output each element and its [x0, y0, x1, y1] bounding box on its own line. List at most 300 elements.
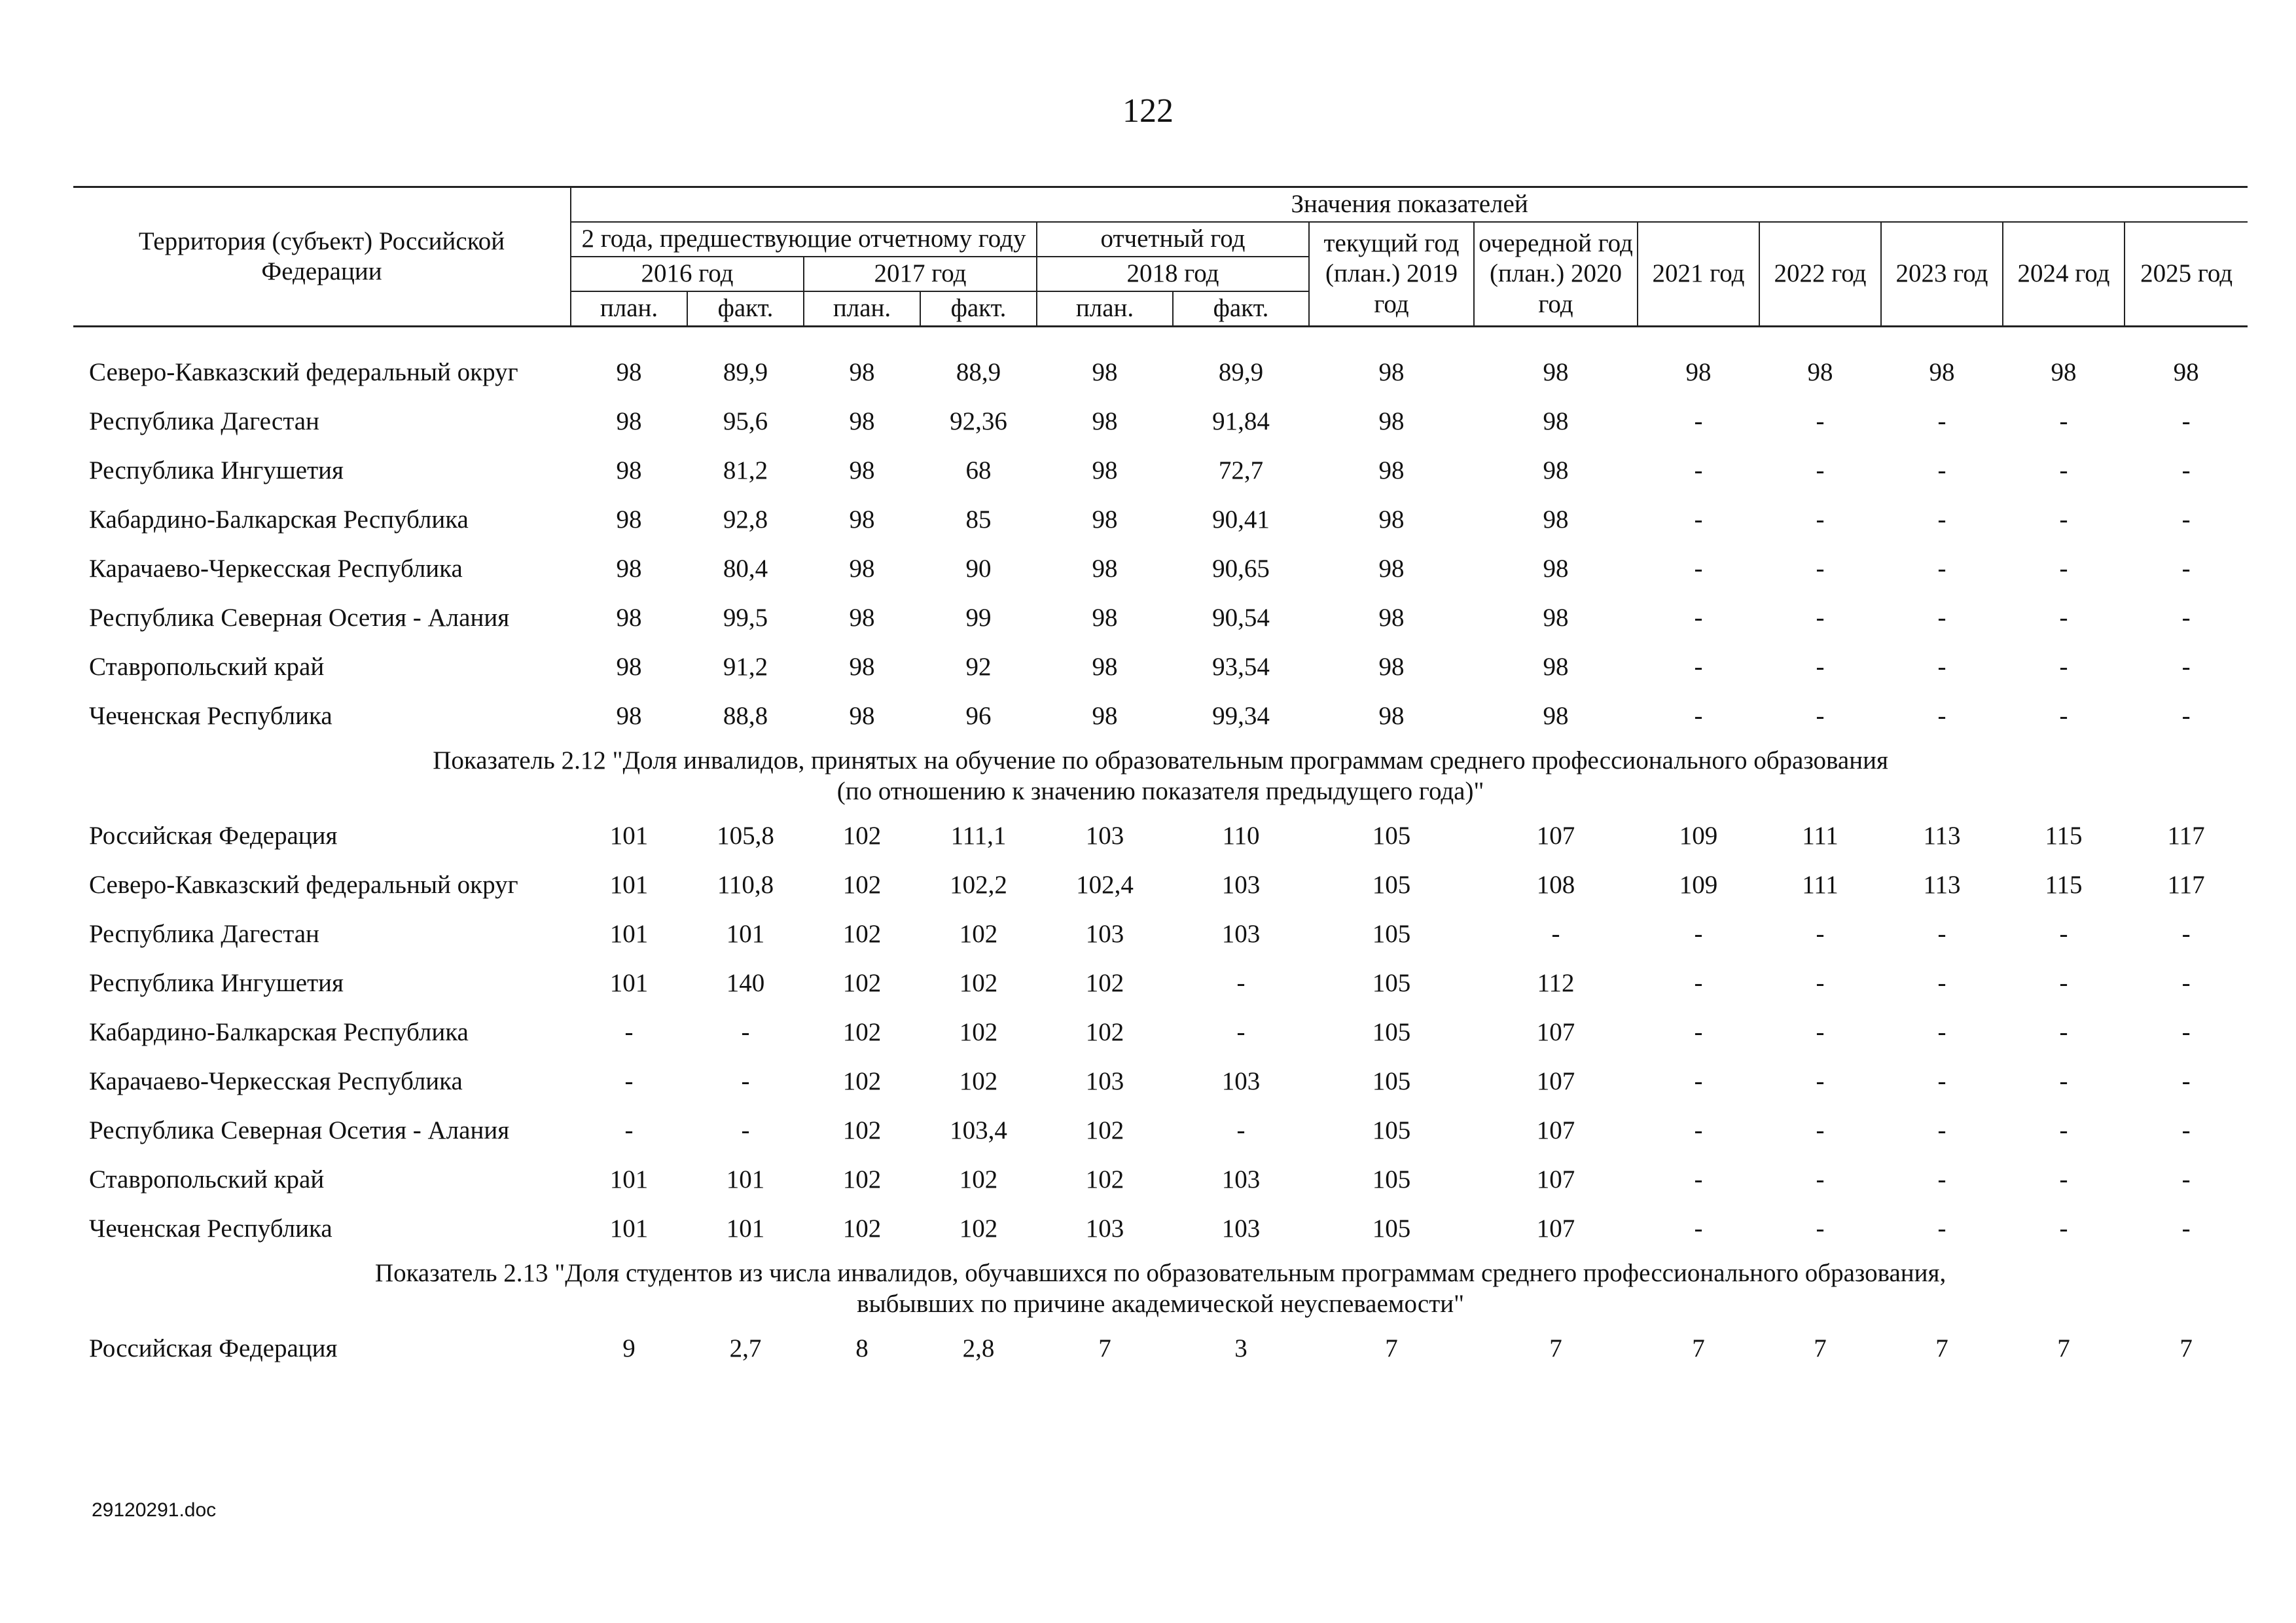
value-cell: 105 [1372, 1067, 1411, 1096]
value-cell: 103 [1085, 822, 1124, 850]
value-cell: 102 [1085, 969, 1124, 998]
indicator-caption-2-13 [73, 1254, 2248, 1324]
value-cell: - [1816, 653, 1825, 682]
value-cell: - [1694, 555, 1703, 583]
value-cell: 101 [726, 920, 765, 949]
value-cell: 102 [842, 1214, 882, 1243]
table-row [73, 447, 2248, 496]
value-cell: 7 [1385, 1334, 1398, 1363]
value-cell: - [1236, 1018, 1246, 1047]
value-cell: 105 [1372, 920, 1411, 949]
value-cell: 108 [1536, 871, 1575, 900]
table-row [73, 643, 2248, 692]
value-cell: 105 [1372, 1214, 1411, 1243]
value-cell: 98 [1092, 407, 1118, 436]
value-cell: 98 [849, 604, 875, 632]
territory-name: Кабардино-Балкарская Республика [89, 1018, 469, 1047]
value-cell: 98 [2173, 358, 2199, 387]
value-cell: 72,7 [1218, 456, 1264, 485]
value-cell: 98 [1378, 505, 1405, 534]
value-cell: 115 [2045, 822, 2083, 850]
value-cell: 107 [1536, 1165, 1575, 1194]
territory-name: Кабардино-Балкарская Республика [89, 505, 469, 534]
table-row [73, 1324, 2248, 1374]
value-cell: 98 [1378, 555, 1405, 583]
table-row [73, 1156, 2248, 1205]
value-cell: - [1694, 456, 1703, 485]
value-cell: 9 [622, 1334, 636, 1363]
value-cell: 103 [1085, 1214, 1124, 1243]
value-cell: 98 [2051, 358, 2077, 387]
table-row [73, 397, 2248, 447]
value-cell: 91,2 [723, 653, 768, 682]
value-cell: - [1937, 505, 1946, 534]
value-cell: - [1937, 1116, 1946, 1145]
value-cell: 102 [842, 969, 882, 998]
value-cell: 98 [1543, 702, 1569, 731]
value-cell: 96 [965, 702, 992, 731]
value-cell: 102 [959, 969, 998, 998]
document-code: 29120291.doc [92, 1499, 217, 1521]
territory-name: Ставропольский край [89, 1165, 325, 1194]
table-row [73, 1057, 2248, 1106]
value-cell: - [741, 1018, 750, 1047]
value-cell: - [1937, 555, 1946, 583]
value-cell: - [1551, 920, 1560, 949]
value-cell: 81,2 [723, 456, 768, 485]
value-cell: 101 [609, 822, 649, 850]
value-cell: 107 [1536, 822, 1575, 850]
value-cell: 7 [2057, 1334, 2070, 1363]
value-cell: 89,9 [723, 358, 768, 387]
table-row [73, 910, 2248, 959]
value-cell: 98 [1378, 653, 1405, 682]
header-plan-2018: план. [1037, 291, 1173, 327]
value-cell: - [1694, 1165, 1703, 1194]
value-cell: - [1694, 1116, 1703, 1145]
value-cell: 98 [1543, 555, 1569, 583]
value-cell: 2,8 [962, 1334, 995, 1363]
table-row [73, 545, 2248, 594]
value-cell: 111 [1802, 822, 1839, 850]
value-cell: 98 [616, 604, 642, 632]
value-cell: - [1694, 1214, 1703, 1243]
value-cell: 101 [609, 1214, 649, 1243]
value-cell: - [1816, 1116, 1825, 1145]
header-fact-2016: факт. [687, 291, 804, 327]
territory-name: Карачаево-Черкесская Республика [89, 1067, 463, 1096]
value-cell: 102 [1085, 1165, 1124, 1194]
value-cell: 92,36 [950, 407, 1007, 436]
value-cell: - [2181, 456, 2191, 485]
value-cell: 102 [959, 1018, 998, 1047]
value-cell: - [1694, 653, 1703, 682]
value-cell: - [1937, 702, 1946, 731]
value-cell: 98 [1378, 702, 1405, 731]
territory-name: Российская Федерация [89, 822, 338, 850]
value-cell: 105,8 [717, 822, 774, 850]
table-row [73, 1008, 2248, 1057]
value-cell: 98 [849, 702, 875, 731]
value-cell: 98 [616, 653, 642, 682]
value-cell: 101 [609, 920, 649, 949]
value-cell: 92,8 [723, 505, 768, 534]
value-cell: 98 [616, 505, 642, 534]
value-cell: 98 [616, 702, 642, 731]
value-cell: 102 [959, 1214, 998, 1243]
value-cell: - [1816, 1067, 1825, 1096]
value-cell: 102 [1085, 1116, 1124, 1145]
value-cell: - [1694, 604, 1703, 632]
value-cell: - [1816, 920, 1825, 949]
value-cell: - [1694, 407, 1703, 436]
value-cell: 91,84 [1212, 407, 1270, 436]
territory-name: Карачаево-Черкесская Республика [89, 555, 463, 583]
header-year-2023: 2023 год [1881, 222, 2003, 327]
value-cell: - [2059, 407, 2068, 436]
caption-2-13-line-2: выбывших по причине академической неуспеваемости" [857, 1290, 1465, 1318]
value-cell: - [2059, 1067, 2068, 1096]
value-cell: 7 [1549, 1334, 1562, 1363]
header-values: Значения показателей [571, 187, 2248, 223]
value-cell: 111 [1802, 871, 1839, 900]
value-cell: 90,41 [1212, 505, 1270, 534]
value-cell: 98 [1543, 604, 1569, 632]
value-cell: - [1236, 1116, 1246, 1145]
value-cell: 115 [2045, 871, 2083, 900]
value-cell: - [1937, 604, 1946, 632]
value-cell: - [2059, 604, 2068, 632]
value-cell: 8 [855, 1334, 869, 1363]
value-cell: - [1937, 1165, 1946, 1194]
value-cell: - [741, 1067, 750, 1096]
value-cell: 98 [1378, 407, 1405, 436]
value-cell: 101 [726, 1165, 765, 1194]
value-cell: 85 [965, 505, 992, 534]
value-cell: - [1937, 920, 1946, 949]
caption-2-13-line-1: Показатель 2.13 "Доля студентов из числа инвалидов, обучавшихся по образовательным программам среднего профессионального образования, [374, 1259, 1946, 1288]
value-cell: - [1937, 653, 1946, 682]
value-cell: - [2181, 1165, 2191, 1194]
value-cell: 98 [1685, 358, 1712, 387]
value-cell: - [2181, 920, 2191, 949]
territory-name: Северо-Кавказский федеральный округ [89, 871, 518, 900]
territory-name: Республика Ингушетия [89, 969, 344, 998]
value-cell: 101 [609, 1165, 649, 1194]
value-cell: 90 [965, 555, 992, 583]
value-cell: 102 [959, 920, 998, 949]
header-fact-2017: факт. [920, 291, 1037, 327]
value-cell: - [2181, 1018, 2191, 1047]
value-cell: 80,4 [723, 555, 768, 583]
value-cell: 98 [849, 358, 875, 387]
value-cell: 107 [1536, 1067, 1575, 1096]
section-indicator-2-13 [73, 1324, 2248, 1374]
value-cell: - [1816, 555, 1825, 583]
header-year-2025: 2025 год [2125, 222, 2248, 327]
value-cell: 2,7 [729, 1334, 762, 1363]
value-cell: - [2181, 505, 2191, 534]
territory-name: Ставропольский край [89, 653, 325, 682]
indicator-caption-2-12 [73, 741, 2248, 812]
value-cell: - [2181, 969, 2191, 998]
value-cell: 88,8 [723, 702, 768, 731]
table-row [73, 861, 2248, 910]
header-year-2017: 2017 год [804, 257, 1037, 291]
value-cell: 7 [1692, 1334, 1705, 1363]
table-row [73, 496, 2248, 545]
territory-name: Республика Северная Осетия - Алания [89, 1116, 510, 1145]
value-cell: - [2059, 505, 2068, 534]
value-cell: 88,9 [956, 358, 1001, 387]
value-cell: - [1816, 1214, 1825, 1243]
value-cell: - [2059, 1116, 2068, 1145]
value-cell: 102 [842, 1165, 882, 1194]
indicators-table [73, 186, 2248, 1374]
value-cell: 109 [1679, 822, 1718, 850]
value-cell: - [1937, 1018, 1946, 1047]
header-plan-2017: план. [804, 291, 920, 327]
value-cell: - [2059, 920, 2068, 949]
header-current-year: текущий год (план.) 2019 год [1309, 222, 1474, 327]
value-cell: 98 [849, 456, 875, 485]
value-cell: 102 [842, 920, 882, 949]
value-cell: 98 [1092, 702, 1118, 731]
value-cell: - [2181, 1214, 2191, 1243]
value-cell: - [2181, 1116, 2191, 1145]
value-cell: 98 [616, 358, 642, 387]
value-cell: 110,8 [717, 871, 774, 900]
value-cell: 98 [1092, 456, 1118, 485]
value-cell: 93,54 [1212, 653, 1270, 682]
table-row [73, 348, 2248, 397]
header-year-2022: 2022 год [1759, 222, 1881, 327]
header-two-years: 2 года, предшествующие отчетному году [571, 222, 1037, 257]
value-cell: - [1937, 407, 1946, 436]
value-cell: 102 [842, 871, 882, 900]
value-cell: 102 [1085, 1018, 1124, 1047]
value-cell: 98 [1929, 358, 1955, 387]
value-cell: 7 [1935, 1334, 1948, 1363]
table-body [73, 327, 2248, 349]
value-cell: 99,5 [723, 604, 768, 632]
header-fact-2018: факт. [1173, 291, 1309, 327]
value-cell: 98 [1543, 653, 1569, 682]
value-cell: 117 [2167, 871, 2205, 900]
value-cell: - [624, 1116, 634, 1145]
value-cell: - [1937, 969, 1946, 998]
value-cell: - [1816, 969, 1825, 998]
value-cell: 98 [1543, 505, 1569, 534]
value-cell: 103 [1085, 920, 1124, 949]
value-cell: - [2181, 555, 2191, 583]
value-cell: - [1694, 969, 1703, 998]
value-cell: 102 [842, 1067, 882, 1096]
value-cell: 98 [616, 456, 642, 485]
value-cell: 101 [609, 969, 649, 998]
value-cell: 101 [609, 871, 649, 900]
territory-name: Республика Ингушетия [89, 456, 344, 485]
value-cell: - [1694, 505, 1703, 534]
value-cell: 98 [1092, 653, 1118, 682]
value-cell: 102,4 [1076, 871, 1134, 900]
table-row [73, 812, 2248, 861]
value-cell: 98 [1543, 407, 1569, 436]
value-cell: 7 [1098, 1334, 1111, 1363]
value-cell: 95,6 [723, 407, 768, 436]
value-cell: - [2181, 702, 2191, 731]
value-cell: 99 [965, 604, 992, 632]
value-cell: 110 [1222, 822, 1260, 850]
value-cell: 112 [1537, 969, 1575, 998]
header-year-2024: 2024 год [2003, 222, 2125, 327]
value-cell: 68 [965, 456, 992, 485]
value-cell: 92 [965, 653, 992, 682]
value-cell: - [2059, 456, 2068, 485]
value-cell: 98 [616, 407, 642, 436]
caption-2-12-line-1: Показатель 2.12 "Доля инвалидов, принятых на обучение по образовательным программам среднего профессионального образования [433, 746, 1888, 775]
value-cell: - [1816, 505, 1825, 534]
page-number: 122 [1122, 92, 1174, 130]
value-cell: 117 [2167, 822, 2205, 850]
value-cell: 98 [849, 653, 875, 682]
value-cell: - [2181, 407, 2191, 436]
table-row [73, 959, 2248, 1008]
value-cell: 98 [1378, 604, 1405, 632]
section-indicator-2-12 [73, 812, 2248, 1254]
value-cell: - [2181, 653, 2191, 682]
value-cell: 113 [1923, 871, 1961, 900]
value-cell: - [2059, 1018, 2068, 1047]
value-cell: 98 [1378, 456, 1405, 485]
value-cell: 107 [1536, 1116, 1575, 1145]
value-cell: - [1694, 702, 1703, 731]
value-cell: 111,1 [950, 822, 1007, 850]
value-cell: 105 [1372, 1165, 1411, 1194]
territory-name: Чеченская Республика [89, 1214, 332, 1243]
value-cell: - [1816, 407, 1825, 436]
value-cell: - [1816, 1018, 1825, 1047]
value-cell: 98 [1807, 358, 1833, 387]
value-cell: 113 [1923, 822, 1961, 850]
value-cell: 140 [726, 969, 765, 998]
value-cell: 102 [842, 822, 882, 850]
value-cell: 103 [1221, 1067, 1261, 1096]
value-cell: - [2059, 653, 2068, 682]
table-row [73, 1106, 2248, 1156]
value-cell: 103,4 [950, 1116, 1007, 1145]
value-cell: 98 [1092, 555, 1118, 583]
value-cell: - [1937, 1067, 1946, 1096]
value-cell: 102 [959, 1165, 998, 1194]
value-cell: - [2181, 1067, 2191, 1096]
header-next-year: очередной год (план.) 2020 год [1474, 222, 1638, 327]
value-cell: 98 [1092, 604, 1118, 632]
header-territory: Территория (субъект) Российской Федерации [73, 187, 571, 327]
territory-name: Республика Дагестан [89, 407, 319, 436]
value-cell: 103 [1221, 871, 1261, 900]
value-cell: 105 [1372, 871, 1411, 900]
value-cell: 105 [1372, 969, 1411, 998]
value-cell: 102 [842, 1116, 882, 1145]
value-cell: 90,54 [1212, 604, 1270, 632]
value-cell: - [624, 1067, 634, 1096]
value-cell: - [1694, 920, 1703, 949]
value-cell: 105 [1372, 1116, 1411, 1145]
value-cell: 105 [1372, 822, 1411, 850]
value-cell: 102 [959, 1067, 998, 1096]
value-cell: - [2059, 1165, 2068, 1194]
value-cell: 98 [849, 555, 875, 583]
table-row [73, 594, 2248, 643]
value-cell: 103 [1221, 1214, 1261, 1243]
value-cell: 107 [1536, 1018, 1575, 1047]
header-year-2018: 2018 год [1037, 257, 1309, 291]
value-cell: 90,65 [1212, 555, 1270, 583]
caption-2-12-line-2: (по отношению к значению показателя предыдущего года)" [836, 777, 1484, 805]
value-cell: 98 [1092, 358, 1118, 387]
territory-name: Чеченская Республика [89, 702, 332, 731]
value-cell: 98 [616, 555, 642, 583]
header-plan-2016: план. [571, 291, 687, 327]
value-cell: 103 [1221, 920, 1261, 949]
value-cell: 102 [842, 1018, 882, 1047]
value-cell: 109 [1679, 871, 1718, 900]
value-cell: - [2059, 969, 2068, 998]
territory-name: Российская Федерация [89, 1334, 338, 1363]
section-indicator-2-11 [73, 348, 2248, 741]
value-cell: - [2059, 702, 2068, 731]
value-cell: 103 [1221, 1165, 1261, 1194]
value-cell: - [624, 1018, 634, 1047]
value-cell: - [1694, 1018, 1703, 1047]
value-cell: - [1236, 969, 1246, 998]
value-cell: 98 [1092, 505, 1118, 534]
value-cell: - [2181, 604, 2191, 632]
value-cell: 98 [849, 505, 875, 534]
value-cell: - [1816, 604, 1825, 632]
value-cell: - [1694, 1067, 1703, 1096]
value-cell: 99,34 [1212, 702, 1270, 731]
value-cell: 101 [726, 1214, 765, 1243]
value-cell: 3 [1234, 1334, 1247, 1363]
header-year-2016: 2016 год [571, 257, 804, 291]
value-cell: 98 [1543, 358, 1569, 387]
value-cell: 89,9 [1218, 358, 1264, 387]
territory-name: Республика Дагестан [89, 920, 319, 949]
table-header [73, 187, 2248, 327]
value-cell: - [1937, 1214, 1946, 1243]
value-cell: 98 [1543, 456, 1569, 485]
value-cell: 103 [1085, 1067, 1124, 1096]
value-cell: - [1816, 1165, 1825, 1194]
value-cell: - [1816, 456, 1825, 485]
header-year-2021: 2021 год [1638, 222, 1759, 327]
value-cell: 102,2 [950, 871, 1007, 900]
header-report-year: отчетный год [1037, 222, 1309, 257]
value-cell: 7 [1814, 1334, 1827, 1363]
value-cell: - [2059, 555, 2068, 583]
value-cell: 107 [1536, 1214, 1575, 1243]
value-cell: 105 [1372, 1018, 1411, 1047]
table-row [73, 1205, 2248, 1254]
value-cell: 98 [1378, 358, 1405, 387]
value-cell: - [1937, 456, 1946, 485]
value-cell: - [2059, 1214, 2068, 1243]
value-cell: 7 [2179, 1334, 2193, 1363]
territory-name: Республика Северная Осетия - Алания [89, 604, 510, 632]
value-cell: - [1816, 702, 1825, 731]
